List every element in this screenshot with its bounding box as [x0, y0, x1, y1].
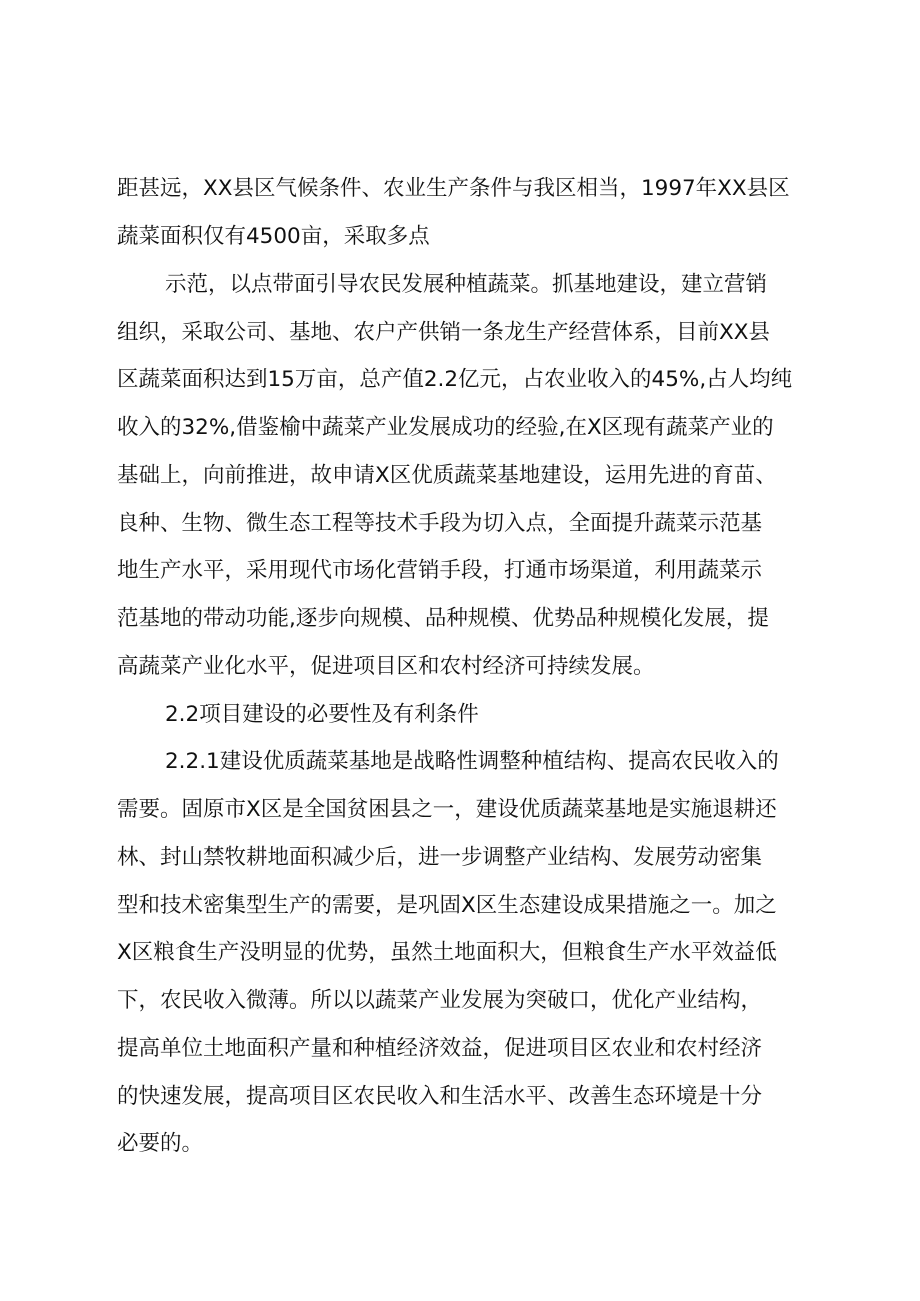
text-line: 收入的32%,借鉴榆中蔬菜产业发展成功的经验,在X区现有蔬菜产业的 — [117, 415, 774, 440]
text-line: 必要的。 — [117, 1131, 204, 1156]
text-line: 距甚远，XX县区气候条件、农业生产条件与我区相当，1997年XX县区 — [117, 176, 790, 201]
text-line: 组织，采取公司、基地、农户产供销一条龙生产经营体系，目前XX县 — [117, 320, 770, 345]
text-line: X区粮食生产没明显的优势，虽然土地面积大，但粮食生产水平效益低 — [117, 940, 777, 965]
text-line: 需要。固原市X区是全国贫困县之一，建设优质蔬菜基地是实施退耕还 — [117, 797, 777, 822]
text-line: 高蔬菜产业化水平，促进项目区和农村经济可持续发展。 — [117, 654, 655, 679]
text-line: 区蔬菜面积达到15万亩，总产值2.2亿元，占农业收入的45%,占人均纯 — [117, 367, 793, 392]
text-line: 型和技术密集型生产的需要，是巩固X区生态建设成果措施之一。加之 — [117, 893, 777, 918]
text-line: 林、封山禁牧耕地面积减少后，进一步调整产业结构、发展劳动密集 — [117, 845, 763, 870]
text-line: 范基地的带动功能,逐步向规模、品种规模、优势品种规模化发展，提 — [117, 606, 769, 631]
text-line: 下，农民收入微薄。所以以蔬菜产业发展为突破口，优化产业结构， — [117, 988, 763, 1013]
paragraph-first-line: 示范，以点带面引导农民发展种植蔬菜。抓基地建设，建立营销 — [165, 272, 768, 297]
text-line: 良种、生物、微生态工程等技术手段为切入点，全面提升蔬菜示范基 — [117, 511, 763, 536]
subsection-heading: 2.2.1建设优质蔬菜基地是战略性调整种植结构、提高农民收入的 — [165, 749, 779, 774]
text-line: 提高单位土地面积产量和种植经济效益，促进项目区农业和农村经济 — [117, 1036, 763, 1061]
text-line: 地生产水平，采用现代市场化营销手段，打通市场渠道，利用蔬菜示 — [117, 558, 763, 583]
text-line: 基础上，向前推进，故申请X区优质蔬菜基地建设，运用先进的育苗、 — [117, 463, 777, 488]
text-line: 蔬菜面积仅有4500亩，采取多点 — [117, 224, 430, 249]
section-heading: 2.2项目建设的必要性及有利条件 — [165, 702, 479, 727]
text-line: 的快速发展，提高项目区农民收入和生活水平、改善生态环境是十分 — [117, 1084, 763, 1109]
